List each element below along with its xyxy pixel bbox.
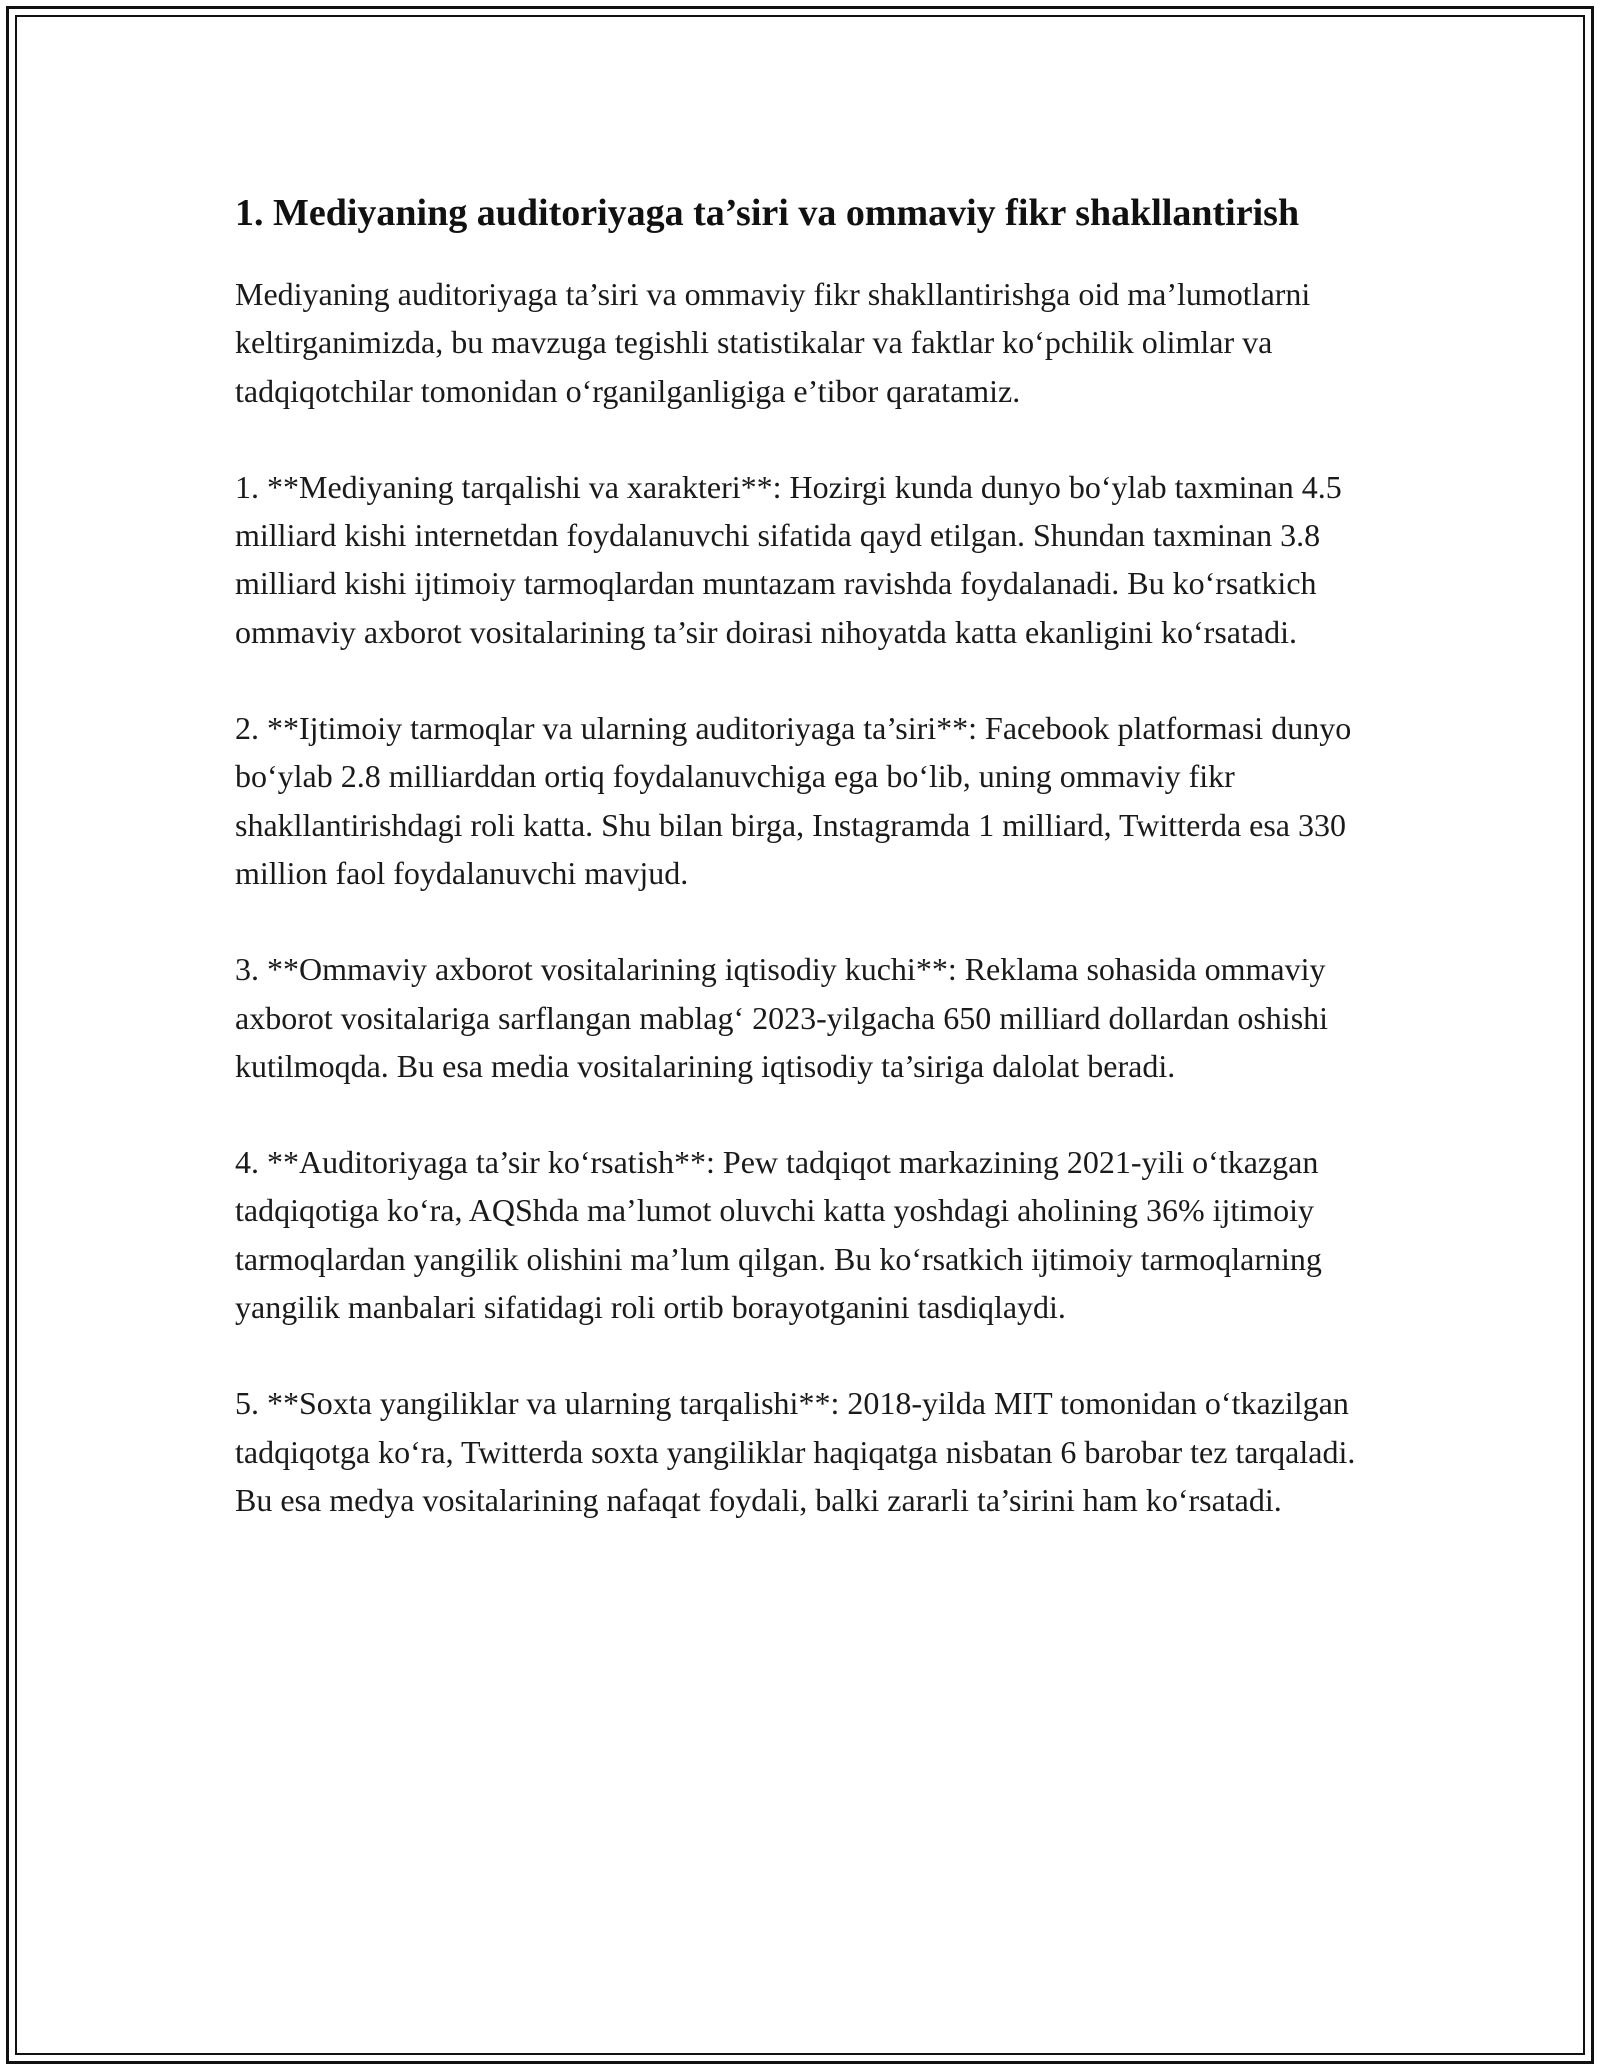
document-body — [235, 186, 1375, 1572]
list-item-5: 5. **Soxta yangiliklar va ularning tarqalishi**: 2018-yilda MIT tomonidan o‘tkazilgan tadqiqotga ko‘ra, Twitterda soxta yangiliklar haqiqatga nisbatan 6 barobar tez tarqaladi. Bu esa medya vositalarining nafaqat foydali, balki zararli ta’sirini ham ko‘rsatadi. — [235, 1385, 1356, 1518]
list-item-3: 3. **Ommaviy axborot vositalarining iqtisodiy kuchi**: Reklama sohasida ommaviy axborot vositalariga sarflangan mablag‘ 2023-yilgacha 650 milliard dollardan oshishi kutilmoqda. Bu esa media vositalarining iqtisodiy ta’siriga dalolat beradi. — [235, 951, 1329, 1084]
list-item-2: 2. **Ijtimoiy tarmoqlar va ularning auditoriyaga ta’siri**: Facebook platformasi dunyo bo‘ylab 2.8 milliarddan ortiq foydalanuvchiga ega bo‘lib, uning ommaviy fikr shakllantirishdagi roli katta. Shu bilan birga, Instagramda 1 milliard, Twitterda esa 330 million faol foydalanuvchi mavjud. — [235, 710, 1352, 891]
list-item-1: 1. **Mediyaning tarqalishi va xarakteri**: Hozirgi kunda dunyo bo‘ylab taxminan 4.5 milliard kishi internetdan foydalanuvchi sifatida qayd etilgan. Shundan taxminan 3.8 milliard kishi ijtimoiy tarmoqlardan muntazam ravishda foydalanadi. Bu ko‘rsatkich ommaviy axborot vositalarining ta’sir doirasi nihoyatda katta ekanligini ko‘rsatadi. — [235, 468, 1342, 650]
intro-paragraph: Mediyaning auditoriyaga ta’siri va ommaviy fikr shakllantirishga oid ma’lumotlarni keltirganimizda, bu mavzuga tegishli statistikalar va faktlar ko‘pchilik olimlar va tadqiqotchilar tomonidan o‘rganilganligiga e’tibor qaratamiz. — [235, 276, 1311, 409]
page-title: 1. Mediyaning auditoriyaga ta’siri va ommaviy fikr shakllantirish — [235, 192, 1300, 234]
list-item-4: 4. **Auditoriyaga ta’sir ko‘rsatish**: Pew tadqiqot markazining 2021-yili o‘tkazgan tadqiqotiga ko‘ra, AQShda ma’lumot oluvchi katta yoshdagi aholining 36% ijtimoiy tarmoqlardan yangilik olishini ma’lum qilgan. Bu ko‘rsatkich ijtimoiy tarmoqlarning yangilik manbalari sifatidagi roli ortib borayotganini tasdiqlaydi. — [235, 1144, 1322, 1326]
